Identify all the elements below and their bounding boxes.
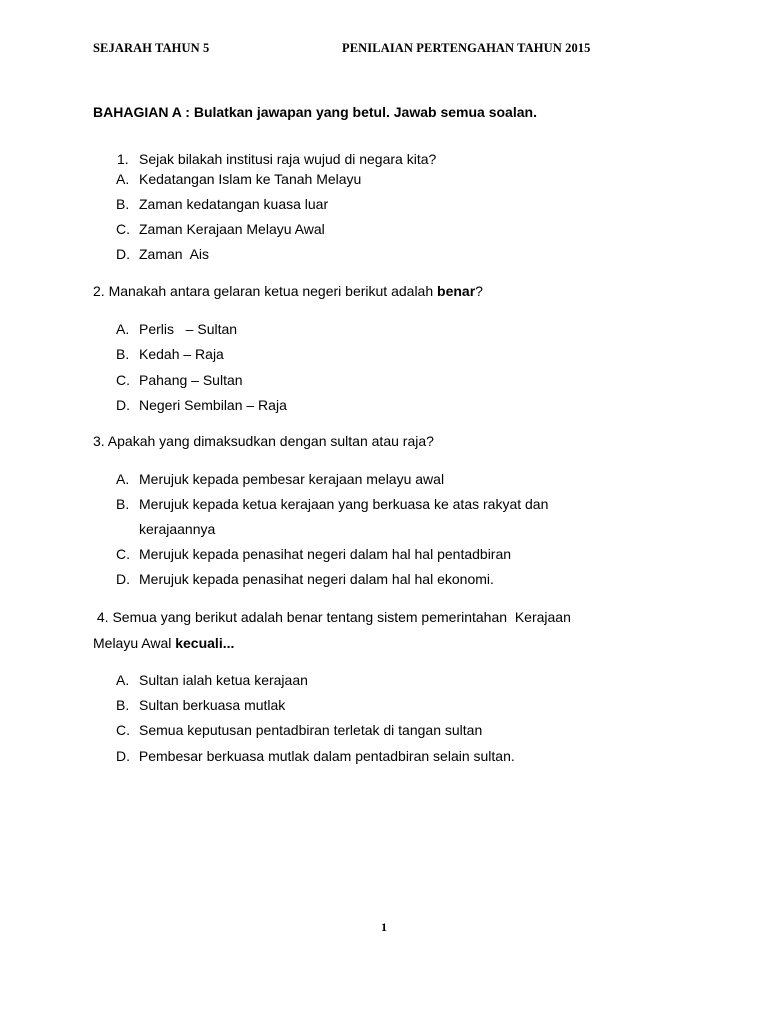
option-text: Pahang – Sultan	[139, 372, 243, 388]
option-text: Perlis – Sultan	[139, 321, 238, 337]
option-text: Zaman Ais	[139, 246, 210, 262]
question-number: 1.	[117, 151, 129, 167]
option-text: Sultan ialah ketua kerajaan	[139, 672, 308, 688]
question-text-part: Melayu Awal	[93, 635, 176, 651]
question-text-part: ?	[475, 283, 483, 299]
section-title: BAHAGIAN A : Bulatkan jawapan yang betul. Jawab semua soalan.	[93, 104, 537, 120]
option-text: Sultan berkuasa mutlak	[139, 697, 286, 713]
question-emphasis: kecuali...	[175, 635, 235, 651]
question-text: 4. Semua yang berikut adalah benar tentang sistem pemerintahan Kerajaan	[93, 609, 571, 625]
option-text: Zaman kedatangan kuasa luar	[139, 196, 329, 212]
page-number: 1	[381, 920, 387, 934]
option-text: Kedatangan Islam ke Tanah Melayu	[139, 171, 362, 187]
option-letter: C.	[116, 722, 130, 738]
option-letter: C.	[116, 546, 130, 562]
option-letter: A.	[116, 321, 130, 337]
option-text: Pembesar berkuasa mutlak dalam pentadbiran selain sultan.	[135, 748, 515, 764]
option-text-continuation: kerajaannya	[139, 521, 216, 537]
question-text	[93, 283, 483, 300]
option-text: Merujuk kepada penasihat negeri dalam hal hal pentadbiran	[139, 546, 512, 562]
option-letter: D.	[116, 246, 130, 262]
option-letter: B.	[116, 697, 130, 713]
question-text	[93, 635, 234, 652]
option-letter: A.	[116, 672, 130, 688]
option-letter: D.	[116, 571, 130, 587]
option-letter: A.	[116, 471, 130, 487]
option-text: Merujuk kepada penasihat negeri dalam hal hal ekonomi.	[139, 571, 494, 587]
option-text: Semua keputusan pentadbiran terletak di tangan sultan	[139, 722, 483, 738]
question-text-part: 2. Manakah antara gelaran ketua negeri berikut adalah	[93, 283, 438, 299]
header-subject: SEJARAH TAHUN 5	[93, 41, 210, 55]
option-letter: B.	[116, 496, 130, 512]
option-text: Merujuk kepada pembesar kerajaan melayu awal	[139, 471, 445, 487]
header-exam-title: PENILAIAN PERTENGAHAN TAHUN 2015	[342, 41, 591, 55]
option-letter: D.	[116, 397, 130, 413]
option-text: Negeri Sembilan – Raja	[139, 397, 287, 413]
option-text: Zaman Kerajaan Melayu Awal	[139, 221, 325, 237]
option-letter: B.	[116, 346, 130, 362]
option-letter: C.	[116, 221, 130, 237]
question-emphasis: benar	[437, 283, 476, 299]
option-letter: C.	[116, 372, 130, 388]
option-text: Kedah – Raja	[139, 346, 224, 362]
option-letter: B.	[116, 196, 130, 212]
option-letter: D.	[116, 748, 130, 764]
question-text: 3. Apakah yang dimaksudkan dengan sultan atau raja?	[93, 433, 434, 449]
question-text: Sejak bilakah institusi raja wujud di negara kita?	[139, 151, 437, 167]
option-text: Merujuk kepada ketua kerajaan yang berkuasa ke atas rakyat dan	[139, 496, 549, 512]
option-letter: A.	[116, 171, 130, 187]
